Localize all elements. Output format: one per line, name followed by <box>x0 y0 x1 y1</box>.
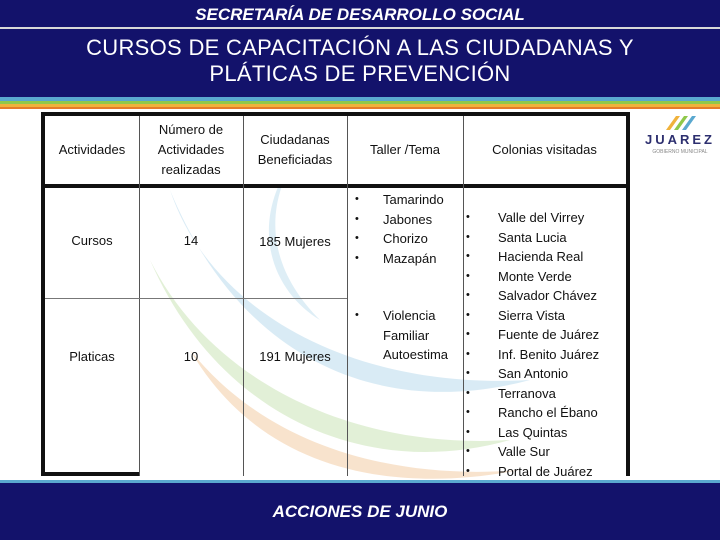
row-cursos-beneficiadas: 185 Mujeres <box>259 234 331 249</box>
header-numero-line-3: realizadas <box>161 162 221 177</box>
footer-stripe <box>0 480 720 483</box>
colonia-item: • Sierra Vista <box>466 306 599 326</box>
row-platicas-temas-list <box>355 306 448 365</box>
colonia-item: • Salvador Chávez <box>466 286 599 306</box>
header-ciudadanas-line-1: Ciudadanas <box>260 132 330 147</box>
row-platicas-actividad: Platicas <box>69 349 115 364</box>
table-header-divider <box>41 184 630 188</box>
header-bar <box>0 0 720 97</box>
tema-item: • Mazapán <box>355 249 444 269</box>
stripe-orange <box>0 107 720 109</box>
header-actividades: Actividades <box>58 142 126 157</box>
logo-wordmark: JUAREZ <box>644 132 715 147</box>
row-divider <box>45 298 347 299</box>
table-border-right <box>626 112 630 476</box>
row-cursos-temas-list <box>355 190 444 268</box>
colonia-item: • Rancho el Ébano <box>466 403 599 423</box>
page-title-line-2: PLÁTICAS DE PREVENCIÓN <box>209 61 511 86</box>
header-numero-line-2: Actividades <box>157 142 225 157</box>
table-border-bottom <box>41 472 139 476</box>
footer-bar <box>0 480 720 540</box>
colonia-item: • Las Quintas <box>466 423 599 443</box>
colonia-item: • Santa Lucia <box>466 228 599 248</box>
header-numero-actividades <box>139 116 243 184</box>
header-numero-line-1: Número de <box>158 122 224 137</box>
footer-text: ACCIONES DE JUNIO <box>272 502 448 521</box>
colonia-item: • Monte Verde <box>466 267 599 287</box>
tema-item-continuation: Autoestima <box>383 347 449 362</box>
colonia-item: • Hacienda Real <box>466 247 599 267</box>
tema-item: • Tamarindo <box>355 190 444 210</box>
header-ciudadanas-line-2: Beneficiadas <box>257 152 333 167</box>
colonia-item: • Inf. Benito Juárez <box>466 345 599 365</box>
header-divider <box>0 27 720 29</box>
tema-item-continuation: Familiar <box>383 327 430 343</box>
page-title <box>30 35 690 87</box>
colonia-item: • Valle del Virrey <box>466 208 599 228</box>
activities-table <box>41 112 630 479</box>
colonia-item: • Fuente de Juárez <box>466 325 599 345</box>
header-ciudadanas-beneficiadas <box>243 116 347 184</box>
row-cursos-numero: 14 <box>183 233 199 248</box>
row-platicas-numero: 10 <box>183 349 199 364</box>
logo-mark-icon <box>640 112 720 134</box>
colonia-item: • San Antonio <box>466 364 599 384</box>
agency-name: SECRETARÍA DE DESARROLLO SOCIAL <box>195 5 525 24</box>
page-title-line-1: CURSOS DE CAPACITACIÓN A LAS CIUDADANAS Y <box>86 35 634 60</box>
tema-item: • Violencia <box>355 306 448 326</box>
colonia-item: • Terranova <box>466 384 599 404</box>
logo-tagline: GOBIERNO MUNICIPAL <box>652 149 708 155</box>
tema-item: • Chorizo <box>355 229 444 249</box>
header-colonias-visitadas: Colonias visitadas <box>492 142 597 157</box>
colonia-item: • Valle Sur <box>466 442 599 462</box>
row-platicas-beneficiadas: 191 Mujeres <box>259 349 331 364</box>
colonias-list <box>466 208 599 481</box>
header-taller-tema: Taller /Tema <box>369 142 441 157</box>
juarez-logo <box>640 112 720 176</box>
tema-item: • Jabones <box>355 210 444 230</box>
colonia-item: • Portal de Juárez <box>466 462 599 482</box>
row-cursos-actividad: Cursos <box>71 233 113 248</box>
